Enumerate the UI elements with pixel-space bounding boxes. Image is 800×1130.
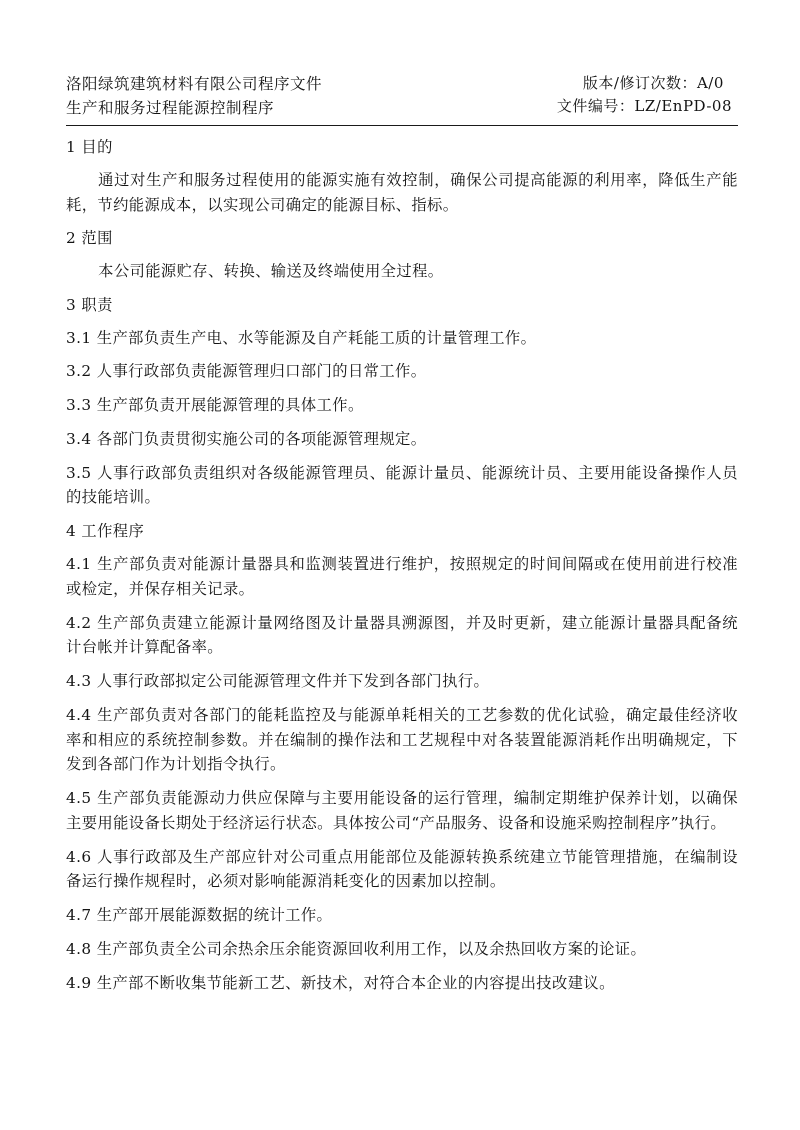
section-heading-responsibility: 3 职责 [66, 295, 113, 314]
header-company-title: 洛阳绿筑建筑材料有限公司程序文件 [66, 75, 323, 93]
paragraph-purpose-1: 通过对生产和服务过程使用的能源实施有效控制，确保公司提高能源的利用率，降低生产能耗，节约能源成本，以实现公司确定的能源目标、指标。 [66, 170, 738, 214]
paragraph-3-4: 3.4 各部门负责贯彻实施公司的各项能源管理规定。 [66, 429, 427, 448]
paragraph-4-9: 4.9 生产部不断收集节能新工艺、新技术，对符合本企业的内容提出技改建议。 [66, 973, 615, 992]
paragraph-4-3: 4.3 人事行政部拟定公司能源管理文件并下发到各部门执行。 [66, 672, 490, 691]
paragraph-4-5: 4.5 生产部负责能源动力供应保障与主要用能设备的运行管理，编制定期维护保养计划，以确保主要用能设备长期处于经济运行状态。具体按公司“产品服务、设备和设施采购控制程序”执行。 [66, 789, 738, 832]
document-body [66, 135, 738, 995]
paragraph-3-5: 3.5 人事行政部负责组织对各级能源管理员、能源计量员、能源统计员、主要用能设备操作人员的技能培训。 [66, 463, 738, 507]
paragraph-scope-1: 本公司能源贮存、转换、输送及终端使用全过程。 [98, 262, 444, 281]
header-left [66, 72, 322, 120]
paragraph-4-8: 4.8 生产部负责全公司余热余压余能资源回收利用工作，以及余热回收方案的论证。 [66, 939, 647, 958]
paragraph-4-2: 4.2 生产部负责建立能源计量网络图及计量器具溯源图，并及时更新，建立能源计量器具配备统计台帐并计算配备率。 [66, 613, 738, 657]
paragraph-3-3: 3.3 生产部负责开展能源管理的具体工作。 [66, 396, 364, 415]
section-heading-procedure: 4 工作程序 [66, 522, 145, 541]
header-document-number: 文件编号：LZ/EnPD-08 [556, 97, 732, 116]
paragraph-4-6: 4.6 人事行政部及生产部应针对公司重点用能部位及能源转换系统建立节能管理措施，在编制设备运行操作规程时，必须对影响能源消耗变化的因素加以控制。 [66, 847, 738, 891]
document-header [66, 72, 738, 120]
header-version: 版本/修订次数：A/0 [582, 74, 724, 92]
paragraph-4-1: 4.1 生产部负责对能源计量器具和监测装置进行维护，按照规定的时间间隔或在使用前进行校准或检定，并保存相关记录。 [66, 554, 738, 598]
section-heading-scope: 2 范围 [66, 229, 113, 248]
header-divider [66, 125, 738, 126]
paragraph-4-7: 4.7 生产部开展能源数据的统计工作。 [66, 906, 333, 925]
section-heading-purpose: 1 目的 [66, 138, 113, 157]
paragraph-4-4: 4.4 生产部负责对各部门的能耗监控及与能源单耗相关的工艺参数的优化试验，确定最佳经济收率和相应的系统控制参数。并在编制的操作法和工艺规程中对各装置能源消耗作出明确规定，下发到各部门作为计划指令执行。 [66, 705, 738, 774]
paragraph-3-1: 3.1 生产部负责生产电、水等能源及自产耗能工质的计量管理工作。 [66, 328, 537, 347]
header-document-title: 生产和服务过程能源控制程序 [66, 99, 275, 118]
paragraph-3-2: 3.2 人事行政部负责能源管理归口部门的日常工作。 [66, 362, 427, 381]
header-right [557, 72, 738, 119]
